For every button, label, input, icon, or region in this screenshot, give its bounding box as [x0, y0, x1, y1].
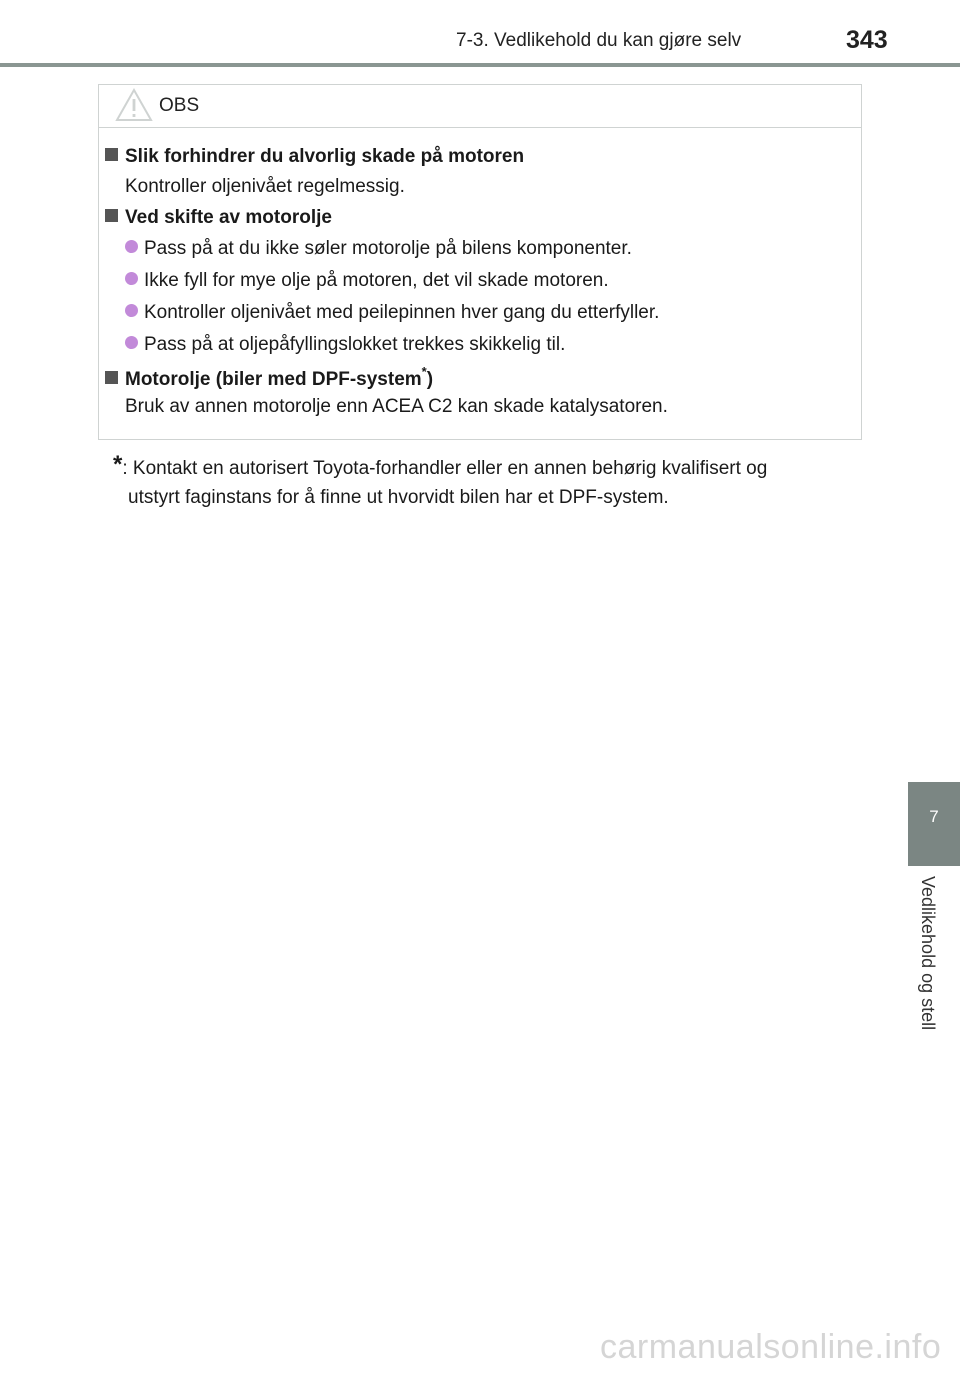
warning-header [99, 85, 861, 128]
chapter-title: Vedlikehold og stell [918, 876, 938, 1031]
list-item [125, 334, 565, 356]
section-heading-text: Ved skifte av motorolje [125, 207, 332, 228]
section-text: Bruk av annen motorolje enn ACEA C2 kan skade katalysatoren. [125, 396, 668, 417]
page-number: 343 [846, 26, 888, 54]
round-bullet-icon [125, 272, 138, 285]
list-item [125, 270, 609, 292]
running-header-section: 7-3. Vedlikehold du kan gjøre selv [456, 30, 742, 51]
list-item-text: Kontroller oljenivået med peilepinnen hver gang du etterfyller. [144, 302, 660, 323]
list-item-text: Ikke fyll for mye olje på motoren, det vil skade motoren. [144, 270, 609, 291]
round-bullet-icon [125, 336, 138, 349]
section-text: Kontroller oljenivået regelmessig. [125, 176, 405, 197]
list-item-text: Pass på at oljepåfyllingslokket trekkes skikkelig til. [144, 334, 566, 355]
square-bullet-icon [105, 371, 118, 384]
footnote [113, 450, 873, 512]
section-heading-dpf-oil [105, 364, 433, 391]
list-item [125, 302, 659, 324]
chapter-tab: 7 [908, 782, 960, 866]
footnote-line-1 [113, 450, 873, 483]
section-heading-text: Motorolje (biler med DPF-system [125, 369, 422, 390]
square-bullet-icon [105, 209, 118, 222]
round-bullet-icon [125, 304, 138, 317]
footnote-marker: * [113, 451, 123, 478]
watermark: carmanualsonline.info [600, 1328, 942, 1366]
round-bullet-icon [125, 240, 138, 253]
section-heading-engine-damage [105, 146, 524, 168]
list-item-text: Pass på at du ikke søler motorolje på bilens komponenter. [144, 238, 632, 259]
list-item [125, 238, 632, 260]
header-rule [0, 63, 960, 67]
warning-triangle-icon [115, 88, 153, 122]
warning-box [98, 84, 862, 440]
square-bullet-icon [105, 148, 118, 161]
section-heading-close: ) [426, 369, 434, 390]
warning-title: OBS [159, 95, 200, 116]
footnote-marker: * [421, 364, 427, 379]
footnote-text: : Kontakt en autorisert Toyota-forhandler eller en annen behørig kvalifisert og [122, 458, 768, 479]
section-heading-oil-change [105, 207, 332, 229]
section-heading-text: Slik forhindrer du alvorlig skade på motoren [125, 146, 525, 167]
footnote-line-2: utstyrt faginstans for å finne ut hvorvidt bilen har et DPF-system. [128, 487, 669, 508]
